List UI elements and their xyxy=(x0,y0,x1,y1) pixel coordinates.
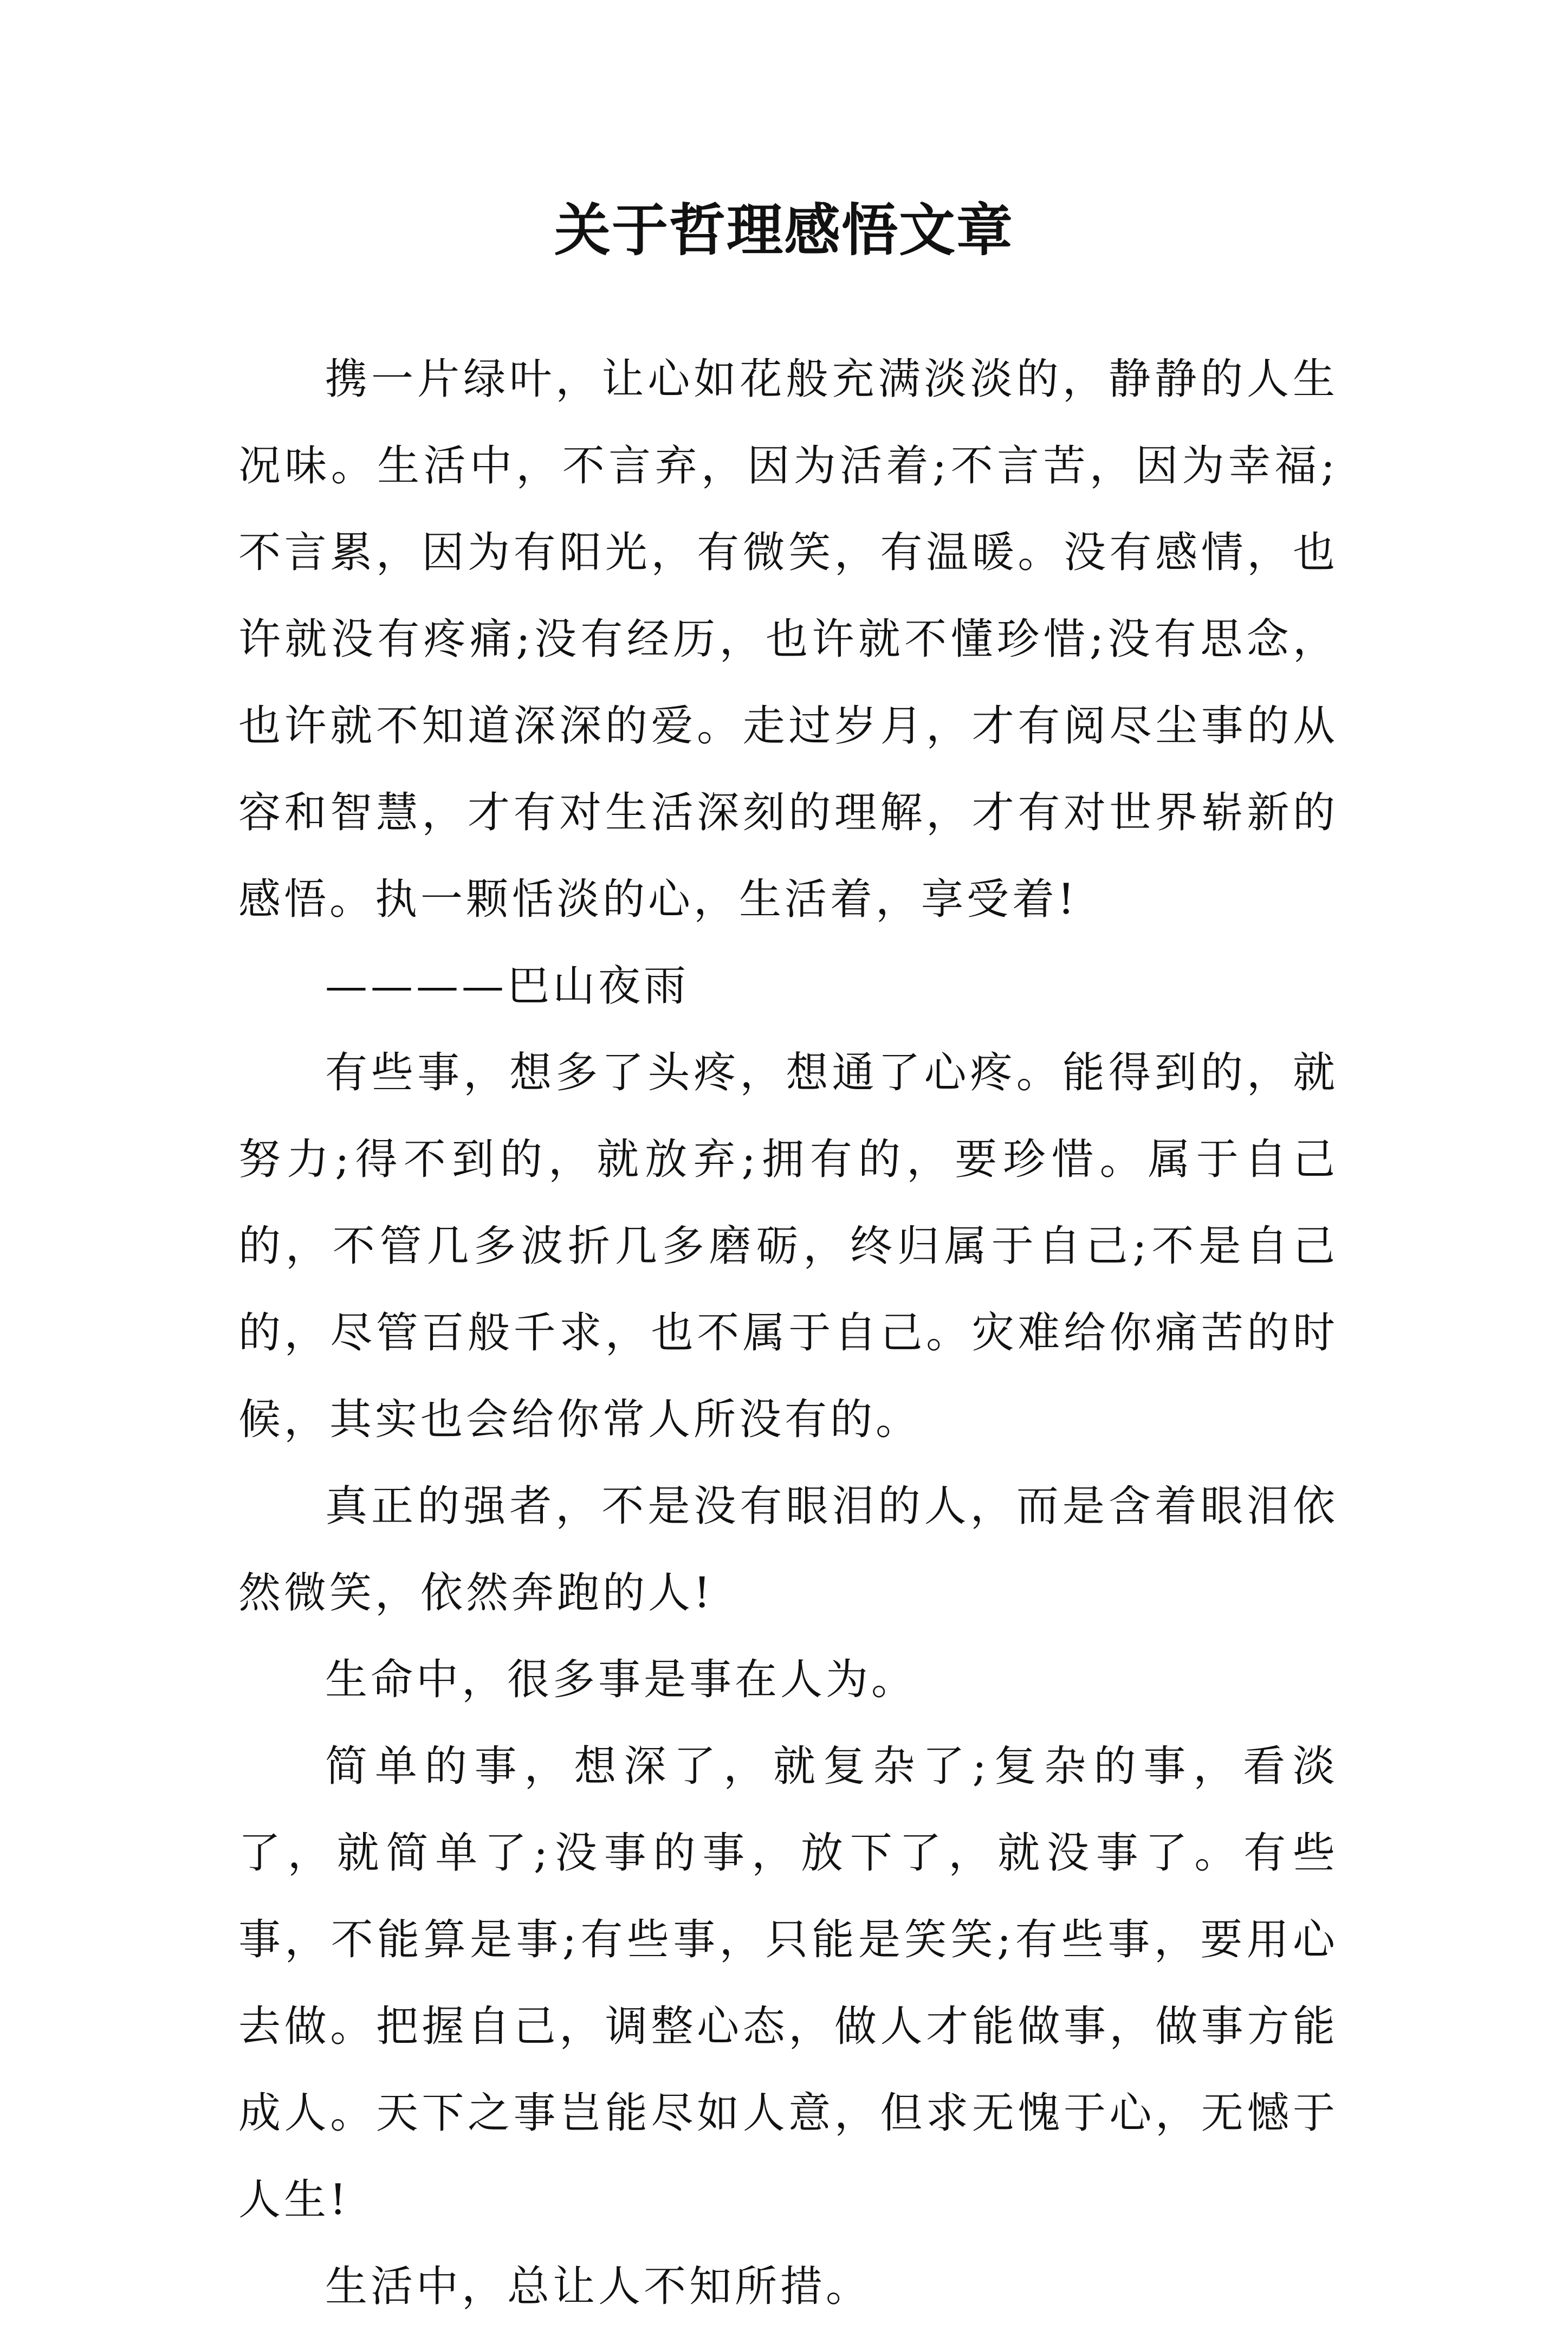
document-body xyxy=(238,336,1338,2330)
paragraph-simple-things: 简单的事，想深了，就复杂了;复杂的事，看淡了，就简单了;没事的事，放下了，就没事了。有些事，不能算是事;有些事，只能是笑笑;有些事，要用心去做。把握自己，调整心态，做人才能做事，做事方能成人。天下之事岂能尽如人意，但求无愧于心，无憾于人生! xyxy=(238,1742,1338,2224)
paragraph-true-strong: 真正的强者，不是没有眼泪的人，而是含着眼泪依然微笑，依然奔跑的人! xyxy=(238,1482,1338,1617)
paragraph-intro: 携一片绿叶，让心如花般充满淡淡的，静静的人生况味。生活中，不言弃，因为活着;不言苦，因为幸福;不言累，因为有阳光，有微笑，有温暖。没有感情，也许就没有疼痛;没有经历，也许就不懂珍惜;没有思念，也许就不知道深深的爱。走过岁月，才有阅尽尘事的从容和智慧，才有对生活深刻的理解，才有对世界崭新的感悟。执一颗恬淡的心，生活着，享受着! xyxy=(238,355,1338,924)
paragraph-life-effort: 生命中，很多事是事在人为。 xyxy=(325,1655,917,1704)
paragraph-some-things: 有些事，想多了头疼，想通了心疼。能得到的，就努力;得不到的，就放弃;拥有的，要珍惜。属于自己的，不管几多波折几多磨砺，终归属于自己;不是自己的，尽管百般千求，也不属于自己。灾难给你痛苦的时候，其实也会给你常人所没有的。 xyxy=(238,1048,1338,1444)
paragraph-attribution: ————巴山夜雨 xyxy=(325,962,690,1011)
document-title: 关于哲理感悟文章 xyxy=(554,197,1014,263)
paragraph-life-confusion: 生活中，总让人不知所措。 xyxy=(325,2262,872,2311)
